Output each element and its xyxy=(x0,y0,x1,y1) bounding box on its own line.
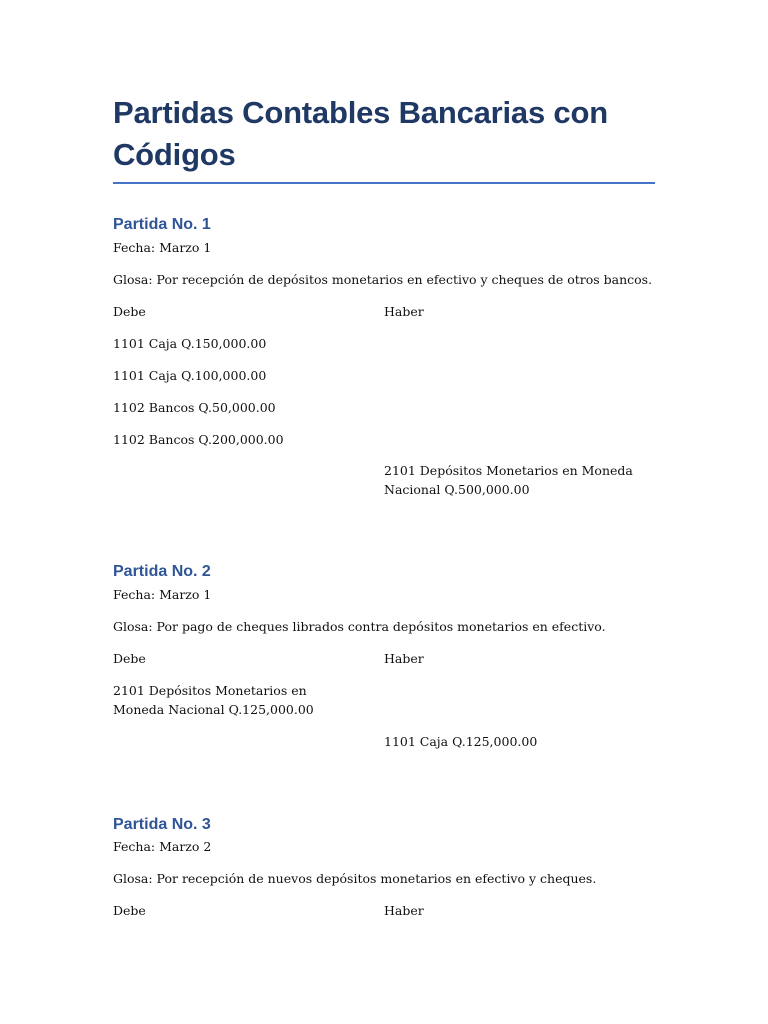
entry-heading: Partida No. 2 xyxy=(113,563,211,580)
entry-description: Glosa: Por pago de cheques librados contra depósitos monetarios en efectivo. xyxy=(113,619,606,634)
debit-line: 2101 Depósitos Monetarios en Moneda Nacional Q.125,000.00 xyxy=(113,683,314,717)
debit-label: Debe xyxy=(113,903,146,918)
entry-heading: Partida No. 3 xyxy=(113,816,211,833)
entry-1 xyxy=(113,214,655,499)
debit-credit-header xyxy=(113,901,655,920)
document-page xyxy=(113,92,655,920)
entry-description: Glosa: Por recepción de nuevos depósitos monetarios en efectivo y cheques. xyxy=(113,871,597,886)
entry-description: Glosa: Por recepción de depósitos monetarios en efectivo y cheques de otros bancos. xyxy=(113,272,653,287)
credit-line: 2101 Depósitos Monetarios en Moneda Nacional Q.500,000.00 xyxy=(384,463,633,497)
entry-date: Fecha: Marzo 1 xyxy=(113,587,212,602)
debit-label: Debe xyxy=(113,651,146,666)
debit-line: 1101 Caja Q.100,000.00 xyxy=(113,368,267,383)
credit-line: 1101 Caja Q.125,000.00 xyxy=(384,734,538,749)
credit-label: Haber xyxy=(384,304,424,319)
entry-3 xyxy=(113,814,655,920)
credit-label: Haber xyxy=(384,903,424,918)
entry-date: Fecha: Marzo 1 xyxy=(113,240,212,255)
credit-label: Haber xyxy=(384,651,424,666)
debit-line: 1102 Bancos Q.200,000.00 xyxy=(113,432,284,447)
debit-credit-header xyxy=(113,649,655,668)
document-title: Partidas Contables Bancarias con Códigos xyxy=(113,92,655,184)
debit-label: Debe xyxy=(113,304,146,319)
entry-2 xyxy=(113,561,655,751)
debit-credit-header xyxy=(113,302,655,321)
debit-line: 1101 Caja Q.150,000.00 xyxy=(113,336,267,351)
entry-date: Fecha: Marzo 2 xyxy=(113,839,212,854)
debit-line: 1102 Bancos Q.50,000.00 xyxy=(113,400,276,415)
entry-heading: Partida No. 1 xyxy=(113,216,211,233)
